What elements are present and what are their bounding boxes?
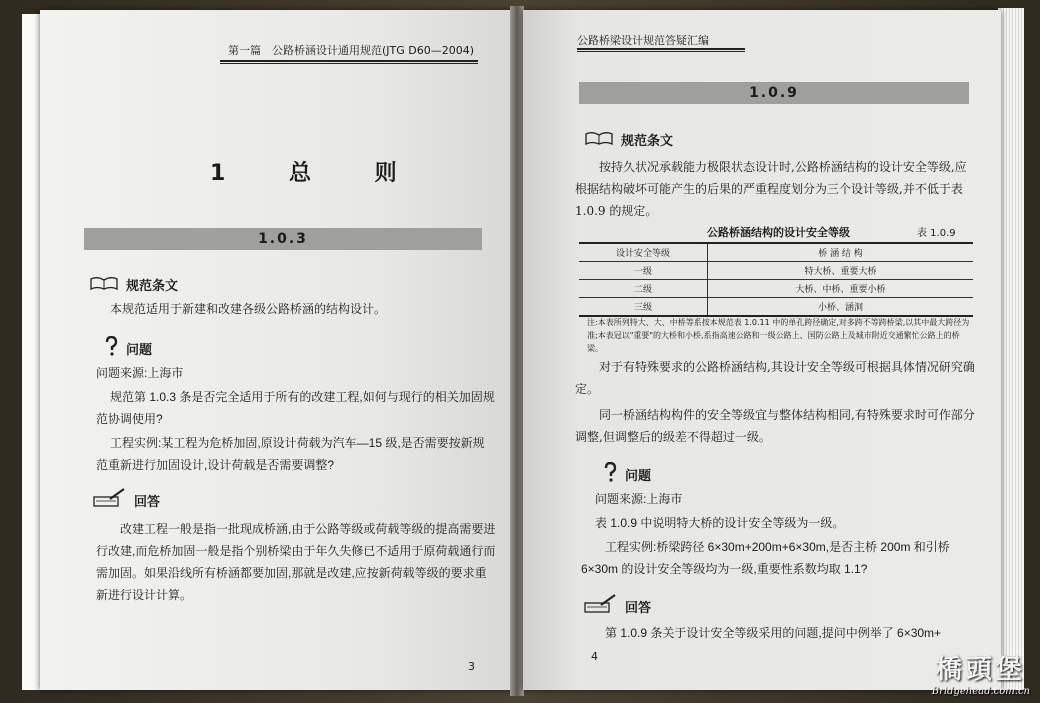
table-row xyxy=(579,262,973,280)
page-stack-left xyxy=(22,14,42,690)
question-heading-right xyxy=(603,462,651,486)
question-mark-icon xyxy=(603,462,617,486)
answer-heading-label: 回答 xyxy=(134,494,161,510)
question-mark-icon xyxy=(104,336,118,360)
table-cell: 三级 xyxy=(579,298,708,317)
question-text-right-1: 表 1.0.9 中说明特大桥的设计安全等级为一级。 xyxy=(595,516,845,530)
question-heading-label: 问题 xyxy=(625,468,652,484)
question-heading-label: 问题 xyxy=(126,342,153,358)
answer-heading xyxy=(92,488,160,512)
table-header-grade: 设计安全等级 xyxy=(579,243,708,262)
page-number-left: 3 xyxy=(468,660,475,673)
question-source: 问题来源:上海市 xyxy=(96,366,184,380)
open-book-icon xyxy=(585,131,613,149)
open-book-icon xyxy=(90,276,118,294)
table-cell: 小桥、涵洞 xyxy=(708,298,974,317)
question-text-2: 工程实例:某工程为危桥加固,原设计荷载为汽车—15 级,是否需要按新规范重新进行加固设计,设计荷载是否需要调整? xyxy=(96,436,485,472)
section-bar-1-0-9: 1.0.9 xyxy=(579,82,969,104)
writing-pad-icon xyxy=(92,488,126,512)
table-cell: 大桥、中桥、重要小桥 xyxy=(708,280,974,298)
question-text-right-2: 工程实例:桥梁跨径 6×30m+200m+6×30m,是否主桥 200m 和引桥 6×30m 的设计安全等级均为一级,重要性系数均取 1.1? xyxy=(581,540,950,576)
running-head-rule-right xyxy=(577,48,745,52)
running-head-right: 公路桥梁设计规范答疑汇编 xyxy=(577,34,709,47)
right-page xyxy=(523,10,1001,690)
safety-grade-table xyxy=(579,242,973,317)
question-source-right: 问题来源:上海市 xyxy=(595,492,683,506)
watermark-logo-text: 橋頭堡 xyxy=(935,655,1026,685)
page-stack-right xyxy=(998,8,1024,690)
answer-heading-label: 回答 xyxy=(625,600,652,616)
page-number-right: 4 xyxy=(591,650,598,663)
spec-heading-label: 规范条文 xyxy=(126,279,179,294)
table-cell: 特大桥、重要大桥 xyxy=(708,262,974,280)
writing-pad-icon xyxy=(583,594,617,618)
answer-text-right: 第 1.0.9 条关于设计安全等级采用的问题,提问中例举了 6×30m+ xyxy=(605,626,942,640)
para-2: 同一桥涵结构构件的安全等级宜与整体结构相同,有特殊要求时可作部分调整,但调整后的级差不得超过一级。 xyxy=(575,408,975,444)
watermark-url: Bridgehead.com.cn xyxy=(931,686,1030,697)
spec-text-right: 按持久状况承载能力极限状态设计时,公路桥涵结构的设计安全等级,应根据结构破坏可能产生的后果的严重程度划分为三个设计等级,并不低于表 1.0.9 的规定。 xyxy=(575,160,967,218)
table-header-structure: 桥 涵 结 构 xyxy=(708,243,974,262)
answer-text: 改建工程一般是指一批现成桥涵,由于公路等级或荷载等级的提高需要进行改建,而危桥加固一般是指个别桥梁由于年久失修已不适用于原荷载通行而需加固。如果沿线所有桥涵都要加固,那就是改建,应按新荷载等级的要求重新进行设计计算。 xyxy=(96,522,496,602)
table-cell: 二级 xyxy=(579,280,708,298)
question-heading xyxy=(104,336,152,360)
spec-heading-right xyxy=(585,130,673,149)
book-spine xyxy=(510,6,524,696)
table-note: 注:本表所列特大、大、中桥等系按本规范表 1.0.11 中的单孔跨径确定,对多跨不等跨桥梁,以其中最大跨径为准;本表冠以"重要"的大桥和小桥,系指高速公路和一级公路上、国防公路上及城市附近交通繁忙公路上的桥梁。 xyxy=(587,318,970,353)
table-caption: 公路桥涵结构的设计安全等级 xyxy=(707,226,850,239)
spec-heading-label: 规范条文 xyxy=(621,134,674,149)
para-1: 对于有特殊要求的公路桥涵结构,其设计安全等级可根据具体情况研究确定。 xyxy=(575,360,975,396)
section-bar-1-0-3: 1.0.3 xyxy=(84,228,482,250)
table-cell: 一级 xyxy=(579,262,708,280)
spec-text: 本规范适用于新建和改建各级公路桥涵的结构设计。 xyxy=(110,302,387,316)
question-text-1: 规范第 1.0.3 条是否完全适用于所有的改建工程,如何与现行的相关加固规范协调使用? xyxy=(96,390,495,426)
spec-heading xyxy=(90,275,178,294)
bridgehead-watermark xyxy=(932,649,1030,697)
running-head-rule xyxy=(220,60,478,64)
chapter-title: 1 总 则 xyxy=(210,161,425,186)
left-page xyxy=(40,10,512,690)
answer-heading-right xyxy=(583,594,651,618)
table-number: 表 1.0.9 xyxy=(917,228,956,239)
running-head-left: 第一篇 公路桥涵设计通用规范(JTG D60—2004) xyxy=(228,44,475,57)
table-row xyxy=(579,280,973,298)
table-row xyxy=(579,298,973,317)
